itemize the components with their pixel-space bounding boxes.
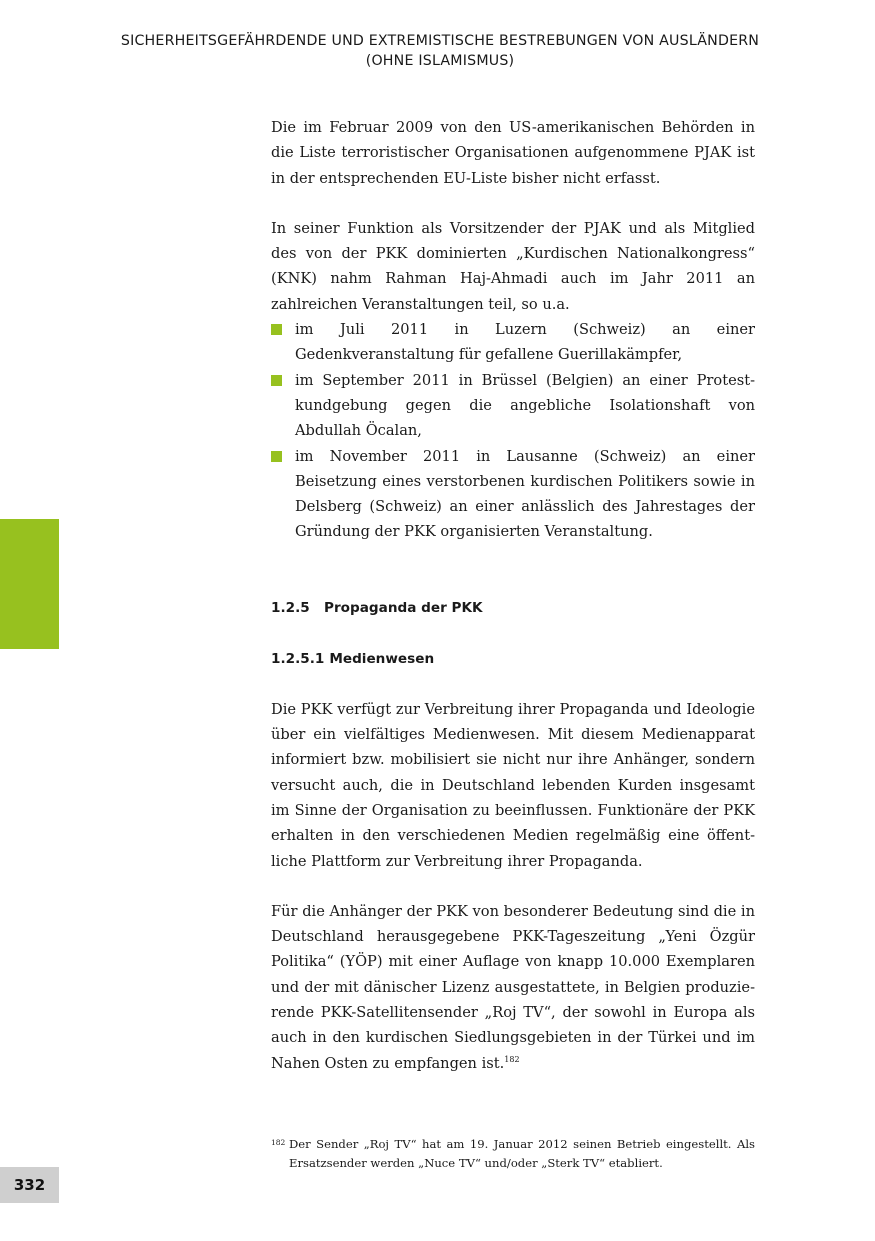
page-number: 332 <box>0 1167 59 1203</box>
running-header <box>80 31 800 71</box>
list-item <box>271 444 755 545</box>
main-content <box>271 115 755 1076</box>
paragraph-pjak-eu-list: Die im Februar 2009 von den US-amerikanischen Behörden in die Liste terroristischer Organisationen aufgenommene PJAK ist in der entsprechenden EU-Liste bisher nicht erfasst. <box>271 119 755 187</box>
running-header-line2: (OHNE ISLAMISMUS) <box>365 53 515 69</box>
green-square-bullet-icon <box>271 451 282 462</box>
green-square-bullet-icon <box>271 324 282 335</box>
list-item-text: im September 2011 in Brüssel (Belgien) an einer Protestkundgebung gegen die angebliche Isolationshaft von Abdullah Öcalan, <box>295 371 755 440</box>
subsection-title: Medienwesen <box>329 650 435 667</box>
event-list <box>271 317 755 545</box>
section-title: Propaganda der PKK <box>324 599 483 616</box>
footnote-number: 182 <box>271 1138 286 1147</box>
footnote-text: Der Sender „Roj TV“ hat am 19. Januar 2012 seinen Betrieb eingestellt. Als Ersatzsender werden „Nuce TV“ und/oder „Sterk TV“ etabliert. <box>289 1137 755 1170</box>
paragraph-yop-roj-tv-text: Für die Anhänger der PKK von besonderer Bedeutung sind die in Deutschland herausgegebene PKK-Tageszeitung „Yeni Özgür Politika“ (YÖP) mit einer Auflage von knapp 10.000 Exemplaren und der mit dänischer Lizenz ausgestattete, in Belgien produzierende PKK-Satellitensender „Roj TV“, der sowohl in Europa als auch in den kurdischen Siedlungsgebieten in der Türkei und im Nahen Osten zu empfangen ist. <box>271 902 755 1072</box>
list-item <box>271 368 755 444</box>
section-heading <box>271 598 755 618</box>
subsection-number: 1.2.5.1 <box>271 650 325 667</box>
chapter-side-tab <box>0 519 59 649</box>
list-item-text: im November 2011 in Lausanne (Schweiz) an einer Beisetzung eines verstorbenen kurdischen Politikers sowie in Delsberg (Schweiz) an einer anlässlich des Jahrestages der Gründung der PKK organisierten Veranstaltung. <box>295 447 755 541</box>
green-square-bullet-icon <box>271 375 282 386</box>
section-number: 1.2.5 <box>271 599 310 616</box>
subsection-heading <box>271 649 755 669</box>
footnote-reference: 182 <box>504 1054 520 1064</box>
footnote <box>271 1135 755 1173</box>
paragraph-yop-roj-tv <box>271 899 755 1076</box>
paragraph-haj-ahmadi: In seiner Funktion als Vorsitzender der PJAK und als Mitglied des von der PKK dominierten „Kurdischen Nationalkongress“ (KNK) nahm Rahman Haj-Ahmadi auch im Jahr 2011 an zahlreichen Veranstaltungen teil, so u.a. <box>271 219 755 313</box>
paragraph-medienwesen: Die PKK verfügt zur Verbreitung ihrer Propaganda und Ideologie über ein vielfältiges Medienwesen. Mit diesem Medienapparat informiert bzw. mobilisiert sie nicht nur ihre Anhänger, sondern versucht auch, die in Deutschland lebenden Kurden insgesamt im Sinne der Organisation zu beeinflussen. Funktionäre der PKK erhalten in den verschiedenen Medien regelmäßig eine öffentliche Plattform zur Verbreitung ihrer Propaganda. <box>271 700 755 870</box>
list-item-text: im Juli 2011 in Luzern (Schweiz) an einer Gedenkveranstaltung für gefallene Guerillakämpfer, <box>295 321 755 364</box>
running-header-line1: SICHERHEITSGEFÄHRDENDE UND EXTREMISTISCHE BESTREBUNGEN VON AUSLÄNDERN <box>120 33 760 49</box>
list-item <box>271 317 755 368</box>
